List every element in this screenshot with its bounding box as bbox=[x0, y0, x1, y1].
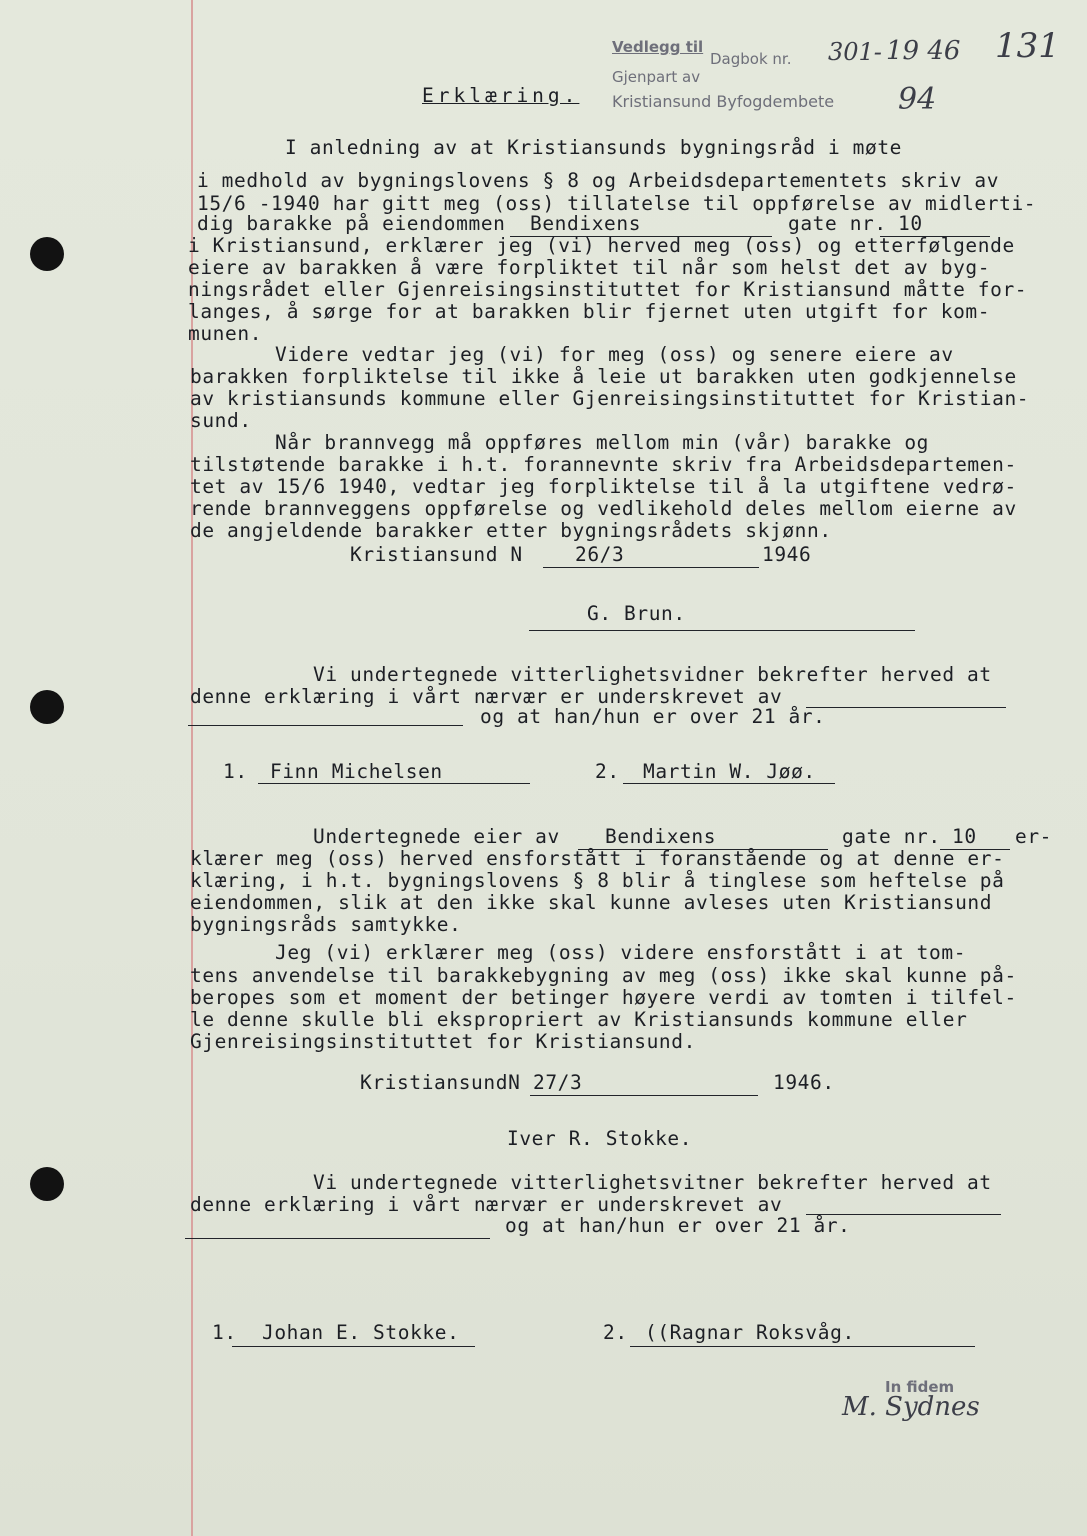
owner-text: gate nr. bbox=[842, 825, 941, 848]
signature-date: 27/3 bbox=[533, 1071, 583, 1094]
witness-name: Finn Michelsen bbox=[270, 760, 443, 783]
owner-street: Bendixens bbox=[605, 825, 717, 848]
punch-hole bbox=[30, 690, 64, 724]
paragraph-line: munen. bbox=[188, 322, 263, 345]
fill-line bbox=[543, 567, 759, 568]
stamp-byfogdembete: Kristiansund Byfogdembete bbox=[612, 92, 835, 111]
folio-number: 131 bbox=[995, 26, 1060, 66]
paragraph-line: eiere av barakken å være forpliktet til når som helst det av byg- bbox=[188, 256, 991, 279]
margin-line bbox=[191, 0, 193, 1536]
witness-text: og at han/hun er over 21 år. bbox=[505, 1214, 851, 1237]
owner-text: klæring, i h.t. bygningslovens § 8 blir å tinglese som heftelse på bbox=[190, 869, 1005, 892]
owner-text: er- bbox=[1015, 825, 1053, 848]
paragraph-line: i medhold av bygningslovens § 8 og Arbeidsdepartementets skriv av bbox=[197, 169, 1000, 192]
stamp-gjenpart: Gjenpart av bbox=[612, 68, 701, 86]
signature-line bbox=[529, 630, 915, 631]
owner-text: tens anvendelse til barakkebygning av meg (oss) ikke skal kunne på- bbox=[190, 964, 1017, 987]
paragraph-line: langes, å sørge for at barakken blir fjernet uten utgift for kom- bbox=[188, 300, 991, 323]
owner-text: Gjenreisingsinstituttet for Kristiansund. bbox=[190, 1030, 696, 1053]
witness-number: 2. bbox=[603, 1321, 628, 1344]
punch-hole bbox=[30, 237, 64, 271]
paragraph-line: de angjeldende barakker etter bygningsrådets skjønn. bbox=[190, 519, 832, 542]
paragraph-line: rende brannveggens oppførelse og vedlikehold deles mellom eierne av bbox=[190, 497, 1017, 520]
paragraph-line: 15/6 -1940 har gitt meg (oss) tillatelse til oppførelse av midlerti- bbox=[197, 192, 1037, 215]
paragraph-line: gate nr. bbox=[788, 212, 887, 235]
witness-text: Vi undertegnede vitterlighetsvidner bekrefter herved at bbox=[313, 663, 992, 686]
owner-number: 10 bbox=[952, 825, 977, 848]
witness-text: og at han/hun er over 21 år. bbox=[480, 705, 826, 728]
signer-name: G. Brun. bbox=[587, 602, 686, 625]
owner-text: bygningsråds samtykke. bbox=[190, 913, 462, 936]
signer-name: Iver R. Stokke. bbox=[507, 1127, 693, 1150]
owner-text: beropes som et moment der betinger høyere verdi av tomten i tilfel- bbox=[190, 986, 1017, 1009]
witness-text: denne erklæring i vårt nærvær er underskrevet av bbox=[190, 685, 783, 708]
witness-name: Martin W. Jøø. bbox=[643, 760, 816, 783]
witness-text: Vi undertegnede vitterlighetsvitner bekrefter herved at bbox=[313, 1171, 992, 1194]
signature-year: 1946 bbox=[762, 543, 812, 566]
witness-name: ((Ragnar Roksvåg. bbox=[645, 1321, 855, 1344]
owner-text: Jeg (vi) erklærer meg (oss) videre ensforstått i at tom- bbox=[275, 941, 967, 964]
fill-line bbox=[232, 1346, 475, 1347]
witness-number: 1. bbox=[223, 760, 248, 783]
property-number: 10 bbox=[898, 212, 923, 235]
signature-place: Kristiansund N bbox=[350, 543, 523, 566]
clerk-signature: M. Sydnes bbox=[842, 1392, 980, 1422]
paragraph-line: Videre vedtar jeg (vi) for meg (oss) og senere eiere av bbox=[275, 343, 954, 366]
stamp-dagbok: Dagbok nr. bbox=[710, 50, 792, 68]
paragraph-line: ningsrådet eller Gjenreisingsinstituttet for Kristiansund måtte for- bbox=[188, 278, 1028, 301]
witness-number: 1. bbox=[212, 1321, 237, 1344]
owner-text: Undertegnede eier av bbox=[313, 825, 560, 848]
owner-text: eiendommen, slik at den ikke skal kunne avleses uten Kristiansund bbox=[190, 891, 993, 914]
in-fidem-stamp: In fidem bbox=[885, 1378, 955, 1396]
paragraph-line: I anledning av at Kristiansunds bygningsråd i møte bbox=[285, 136, 902, 159]
dagbok-year: 19 46 bbox=[886, 36, 961, 66]
fill-line bbox=[806, 707, 1006, 708]
fill-line bbox=[185, 1238, 490, 1239]
fill-line bbox=[630, 1346, 975, 1347]
paragraph-line: av kristiansunds kommune eller Gjenreisingsinstituttet for Kristian- bbox=[190, 387, 1030, 410]
witness-text: denne erklæring i vårt nærvær er underskrevet av bbox=[190, 1193, 783, 1216]
fill-line bbox=[258, 783, 530, 784]
fill-line bbox=[530, 1095, 758, 1096]
stamp-vedlegg: Vedlegg til bbox=[612, 38, 704, 56]
paragraph-line: tilstøtende barakke i h.t. forannevnte skriv fra Arbeidsdepartemen- bbox=[190, 453, 1017, 476]
paragraph-line: i Kristiansund, erklærer jeg (vi) herved meg (oss) og etterfølgende bbox=[188, 234, 1015, 257]
owner-text: le denne skulle bli ekspropriert av Kristiansunds kommune eller bbox=[190, 1008, 968, 1031]
fill-line bbox=[623, 783, 835, 784]
paragraph-line: tet av 15/6 1940, vedtar jeg forpliktelse til å la utgiftene vedrø- bbox=[190, 475, 1017, 498]
witness-name: Johan E. Stokke. bbox=[262, 1321, 460, 1344]
paragraph-line: Når brannvegg må oppføres mellom min (vår) barakke og bbox=[275, 431, 930, 454]
dagbok-number: 301- bbox=[828, 38, 882, 66]
property-street: Bendixens bbox=[530, 212, 642, 235]
fill-line bbox=[188, 725, 463, 726]
paragraph-line: sund. bbox=[190, 409, 252, 432]
signature-year: 1946. bbox=[773, 1071, 835, 1094]
signature-place: KristiansundN bbox=[360, 1071, 521, 1094]
owner-text: klærer meg (oss) herved ensforstått i foranstående og at denne er- bbox=[190, 847, 1005, 870]
witness-number: 2. bbox=[595, 760, 620, 783]
punch-hole bbox=[30, 1167, 64, 1201]
document-title: Erklæring. bbox=[422, 84, 580, 107]
paragraph-line: barakken forpliktelse til ikke å leie ut barakken uten godkjennelse bbox=[190, 365, 1017, 388]
paragraph-line: dig barakke på eiendommen bbox=[197, 212, 506, 235]
signature-date: 26/3 bbox=[575, 543, 625, 566]
side-note: 94 bbox=[898, 82, 937, 117]
